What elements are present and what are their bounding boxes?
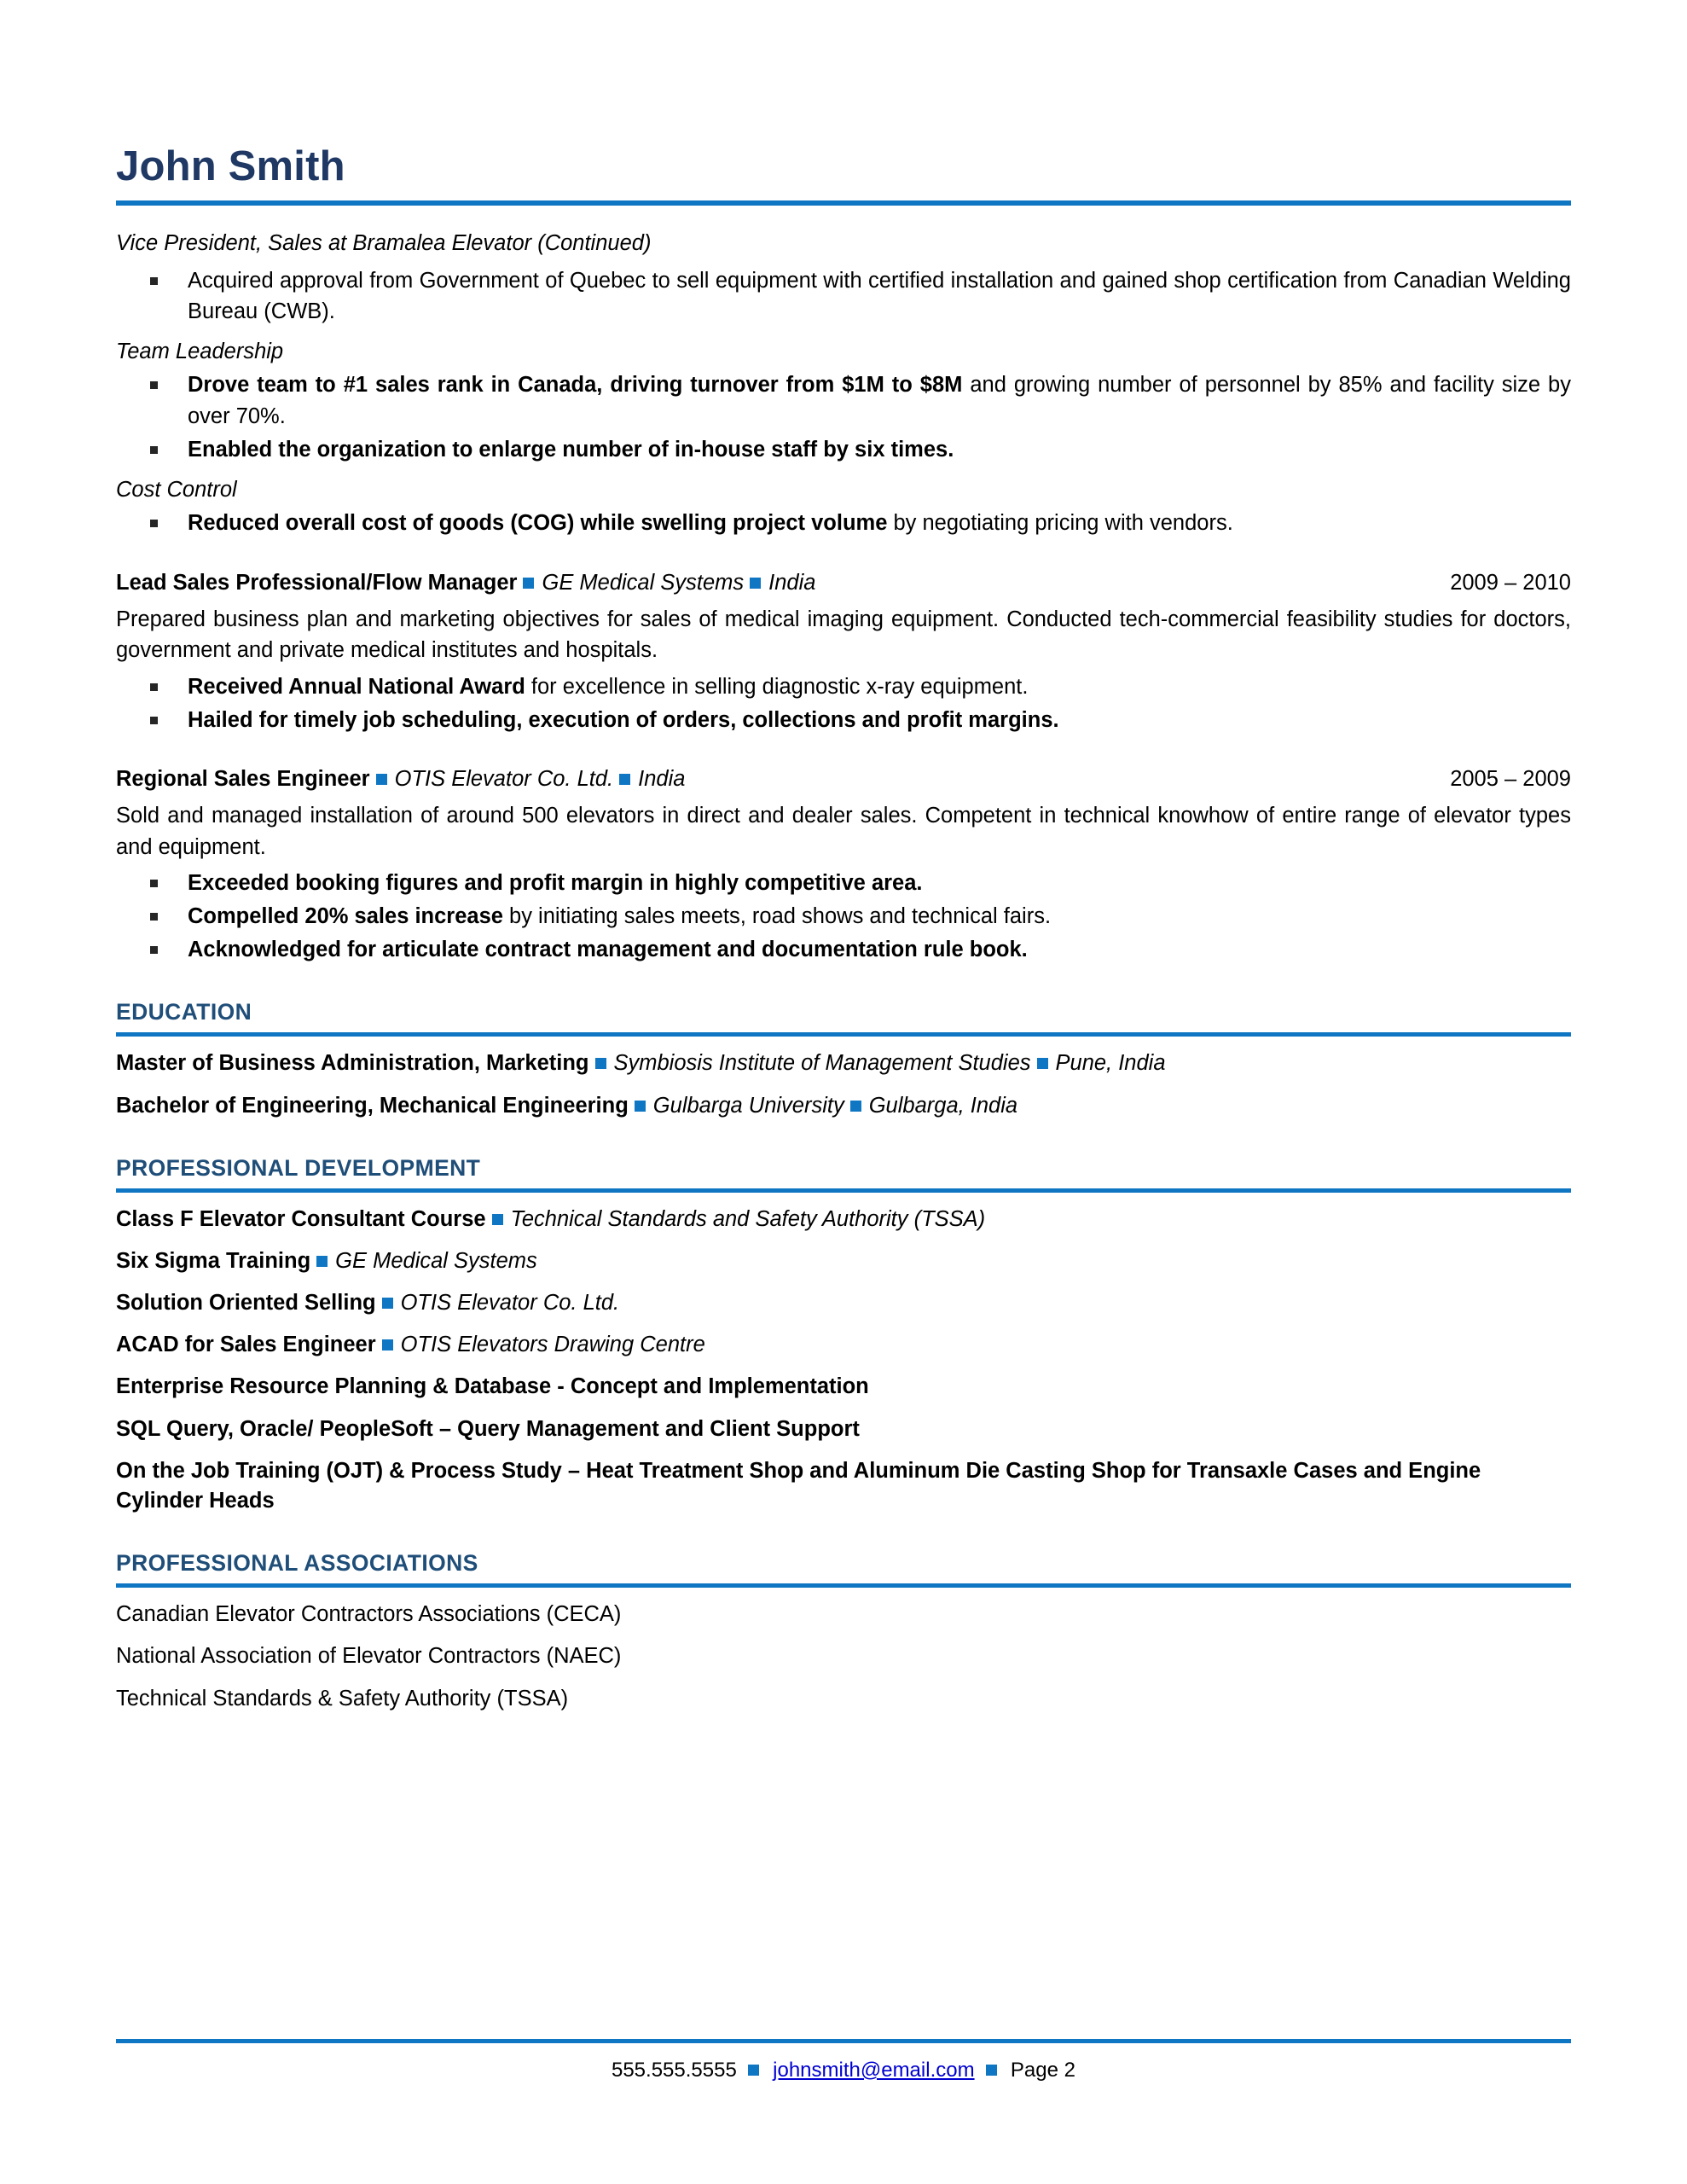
square-separator-icon — [850, 1101, 861, 1112]
square-separator-icon — [748, 2065, 759, 2076]
page-content — [116, 145, 1571, 1726]
square-separator-icon — [523, 578, 534, 589]
square-bullet-icon — [150, 683, 158, 691]
professional-development-divider — [116, 1188, 1571, 1193]
course-name: On the Job Training (OJT) & Process Study – Heat Treatment Shop and Aluminum Die Casting Shop for Transaxle Cases and Engine Cylinder Heads — [116, 1458, 1481, 1513]
association-item: National Association of Elevator Contractors (NAEC) — [116, 1644, 622, 1669]
job-location: India — [768, 570, 816, 595]
square-separator-icon — [376, 774, 387, 785]
school-name: Gulbarga University — [652, 1093, 844, 1118]
education-divider — [116, 1032, 1571, 1037]
job-summary: Sold and managed installation of around 500 elevators in direct and dealer sales. Competent in technical knowhow of entire range of elevator types and equipment. — [116, 804, 1571, 859]
footer-phone: 555.555.5555 — [611, 2058, 737, 2082]
bullet-item — [116, 434, 1571, 465]
continued-role-heading: Vice President, Sales at Bramalea Elevator (Continued) — [116, 230, 652, 255]
course-provider: OTIS Elevator Co. Ltd. — [400, 1291, 620, 1316]
course-provider: OTIS Elevators Drawing Centre — [400, 1333, 705, 1357]
bullet-item — [116, 705, 1571, 735]
job-summary: Prepared business plan and marketing objectives for sales of medical imaging equipment. Conducted tech-commercial feasibility studies for doctors, government and private medical institutes and hospitals. — [116, 607, 1571, 663]
course-name: Six Sigma Training — [116, 1248, 311, 1273]
square-bullet-icon — [150, 446, 158, 454]
company-name: GE Medical Systems — [542, 570, 745, 595]
square-separator-icon — [1037, 1058, 1048, 1069]
degree-name: Master of Business Administration, Marketing — [116, 1051, 589, 1076]
professional-associations-section — [116, 1550, 1571, 1714]
professional-development-item — [116, 1414, 1571, 1444]
bullet-text: by initiating sales meets, road shows and technical fairs. — [502, 903, 1052, 928]
header-divider — [116, 200, 1571, 206]
square-separator-icon — [750, 578, 761, 589]
professional-development-section — [116, 1155, 1571, 1517]
page-footer — [116, 2039, 1571, 2083]
bullet-bold-text: Exceeded booking figures and profit margin in highly competitive area. — [188, 870, 923, 895]
school-name: Symbiosis Institute of Management Studies — [613, 1051, 1031, 1076]
education-title: EDUCATION — [116, 999, 252, 1025]
square-separator-icon — [595, 1058, 606, 1069]
experience-entry-header — [116, 568, 1571, 597]
job-title: Regional Sales Engineer — [116, 766, 370, 791]
course-provider: Technical Standards and Safety Authority (TSSA) — [510, 1206, 986, 1231]
bullet-item — [116, 369, 1571, 431]
square-separator-icon — [635, 1101, 646, 1112]
bullet-item — [116, 934, 1571, 965]
square-bullet-icon — [150, 277, 158, 285]
experience-entry-title-line — [116, 764, 1424, 793]
bullet-item — [116, 868, 1571, 898]
experience-entry-header — [116, 764, 1571, 793]
course-name: ACAD for Sales Engineer — [116, 1333, 376, 1357]
bullet-bold-text: Enabled the organization to enlarge number of in-house staff by six times. — [188, 437, 954, 462]
professional-associations-divider — [116, 1583, 1571, 1588]
school-location: Pune, India — [1055, 1051, 1166, 1076]
square-separator-icon — [382, 1298, 393, 1309]
professional-associations-items — [116, 1600, 1571, 1714]
degree-name: Bachelor of Engineering, Mechanical Engineering — [116, 1093, 629, 1118]
continued-role-subsections — [116, 337, 1571, 539]
subsection-bullets — [116, 508, 1571, 538]
square-separator-icon — [382, 1339, 393, 1350]
square-bullet-icon — [150, 946, 158, 954]
bullet-text: by negotiating pricing with vendors. — [887, 511, 1233, 536]
square-bullet-icon — [150, 381, 158, 389]
square-bullet-icon — [150, 520, 158, 527]
professional-development-item — [116, 1205, 1571, 1234]
job-location: India — [638, 766, 686, 791]
education-section — [116, 999, 1571, 1120]
job-dates: 2009 – 2010 — [1450, 570, 1571, 595]
page-title: John Smith — [116, 143, 345, 189]
bullet-bold-text: Received Annual National Award — [188, 674, 525, 699]
bullet-bold-text: Compelled 20% sales increase — [188, 903, 503, 928]
professional-development-item — [116, 1330, 1571, 1360]
professional-development-item — [116, 1246, 1571, 1276]
square-bullet-icon — [150, 880, 158, 887]
subsection-heading: Cost Control — [116, 478, 237, 502]
association-item: Technical Standards & Safety Authority (TSSA) — [116, 1686, 569, 1711]
subsection-heading: Team Leadership — [116, 340, 284, 364]
square-bullet-icon — [150, 913, 158, 921]
education-items — [116, 1048, 1571, 1120]
professional-development-title: PROFESSIONAL DEVELOPMENT — [116, 1154, 481, 1181]
job-bullets — [116, 868, 1571, 966]
job-dates: 2005 – 2009 — [1450, 766, 1571, 791]
bullet-item — [116, 671, 1571, 702]
square-separator-icon — [492, 1214, 503, 1225]
footer-email-link[interactable]: johnsmith@email.com — [773, 2058, 975, 2082]
professional-development-item — [116, 1288, 1571, 1318]
job-bullets — [116, 671, 1571, 735]
experience-entry-title-line — [116, 568, 1424, 597]
experience-list — [116, 568, 1571, 966]
course-name: Enterprise Resource Planning & Database - Concept and Implementation — [116, 1374, 869, 1399]
bullet-bold-text: Reduced overall cost of goods (COG) while swelling project volume — [188, 511, 888, 536]
association-item: Canadian Elevator Contractors Associations (CECA) — [116, 1602, 622, 1627]
footer-contact — [116, 2057, 1571, 2083]
professional-development-items — [116, 1205, 1571, 1517]
footer-page-number: Page 2 — [1010, 2058, 1075, 2082]
bullet-bold-text: Hailed for timely job scheduling, execution of orders, collections and profit margins. — [188, 707, 1059, 732]
bullet-item — [116, 901, 1571, 932]
bullet-bold-text: Acknowledged for articulate contract management and documentation rule book. — [188, 938, 1028, 962]
job-title: Lead Sales Professional/Flow Manager — [116, 570, 518, 595]
bullet-bold-text: Drove team to #1 sales rank in Canada, driving turnover from $1M to $8M — [188, 373, 963, 398]
professional-associations-title: PROFESSIONAL ASSOCIATIONS — [116, 1550, 478, 1577]
course-name: SQL Query, Oracle/ PeopleSoft – Query Management and Client Support — [116, 1416, 860, 1441]
school-location: Gulbarga, India — [868, 1093, 1018, 1118]
continued-role-bullets — [116, 265, 1571, 327]
education-item — [116, 1048, 1571, 1078]
bullet-item — [116, 265, 1571, 327]
professional-development-item — [116, 1372, 1571, 1402]
bullet-text: for excellence in selling diagnostic x-ray equipment. — [525, 674, 1029, 699]
square-separator-icon — [316, 1256, 328, 1267]
course-provider: GE Medical Systems — [335, 1248, 537, 1273]
company-name: OTIS Elevator Co. Ltd. — [394, 766, 614, 791]
course-name: Solution Oriented Selling — [116, 1291, 376, 1316]
subsection-bullets — [116, 369, 1571, 465]
course-name: Class F Elevator Consultant Course — [116, 1206, 486, 1231]
bullet-text: and growing number of personnel by 85% and facility size by over 70%. — [188, 373, 1571, 428]
square-separator-icon — [619, 774, 630, 785]
bullet-item — [116, 508, 1571, 538]
bullet-text: Acquired approval from Government of Quebec to sell equipment with certified installation and gained shop certification from Canadian Welding Bureau (CWB). — [188, 268, 1571, 323]
professional-development-item — [116, 1456, 1571, 1516]
education-item — [116, 1091, 1571, 1121]
square-separator-icon — [986, 2065, 997, 2076]
footer-divider — [116, 2039, 1571, 2043]
square-bullet-icon — [150, 717, 158, 724]
